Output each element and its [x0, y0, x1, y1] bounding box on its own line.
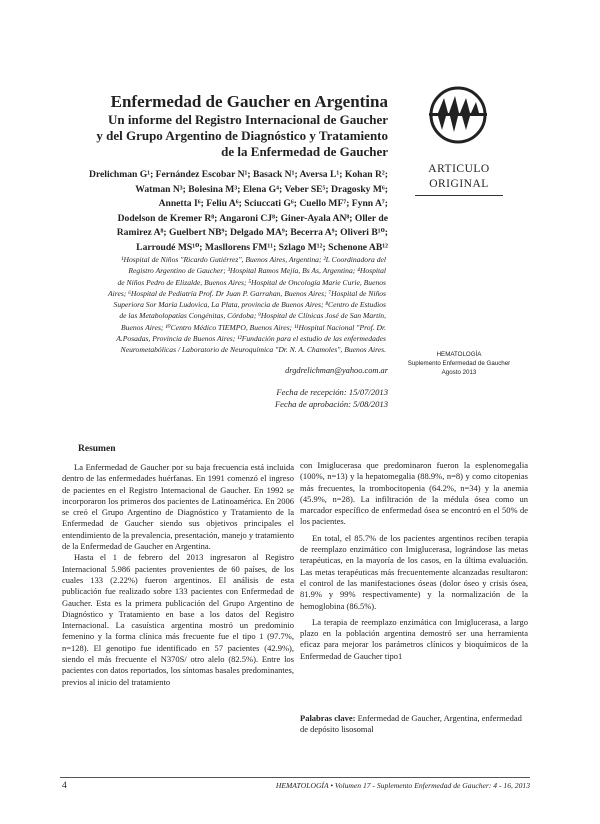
journal-date: Agosto 2013	[441, 369, 477, 377]
keywords-label: Palabras clave:	[300, 713, 356, 723]
abstract-paragraph: En total, el 85.7% de los pacientes argentinos reciben terapia de reemplazo enzimático con Imiglucerasa, lográndose las metas terapéuticas, en la mayoría de los casos, en la última evaluación. Las metas terapéuticas más frecuentemente alcanzadas resultaron: el control de las manifestaciones óseas (dolor óseo y crisis ósea, 81.9% y 99% respectivamente) y la normalización de la hemoglobina (86.5%).	[300, 532, 528, 611]
footer-rule	[60, 777, 530, 778]
journal-supplement: Suplemento Enfermedad de Gaucher	[407, 360, 511, 368]
approved-date: Fecha de aprobación: 5/08/2013	[274, 398, 388, 409]
badge-divider	[415, 195, 503, 196]
affiliation-line: de Niños Pedro de Elizalde, Buenos Aires; ⁵Hospital de Oncología Marie Curie, Buenos	[117, 277, 386, 287]
subtitle-line: Un informe del Registro Internacional de Gaucher	[108, 112, 388, 127]
author-line: Ramirez A⁸; Guelbert NB⁹; Delgado MA⁹; Becerra A⁹; Oliveri B¹⁰;	[116, 227, 388, 239]
author-line: Dodelson de Kremer R⁸; Angaroni CJ⁸; Giner-Ayala AN⁸; Oller de	[117, 212, 388, 224]
abstract-paragraph: La Enfermedad de Gaucher por su baja frecuencia está incluida dentro de las enfermedades huérfanas. En 1991 comenzó el ingreso de pacientes en el Registro Internacional de Gaucher. En 1992 se incorporaron los primeros dos pacientes de Latinoamérica. En 2006 se creó el Grupo Argentino de Diagnóstico y Tratamiento de la Enfermedad de Gaucher siendo sus objetivos principales el entendimiento de la prevalencia, presentación, manejo y tratamiento de la Enfermedad de Gaucher en Argentina.	[62, 462, 295, 552]
abstract-left-column	[62, 462, 294, 688]
article-title: Enfermedad de Gaucher en Argentina	[110, 92, 388, 111]
author-line: Larroudé MS¹⁰; Masllorens FM¹¹; Szlago M¹²; Schenone AB¹²	[136, 241, 388, 253]
author-list	[60, 168, 388, 256]
affiliation-line: Superiora Sor María Ludovica, La Plata, provincia de Buenos Aires; ⁸Centro de Estudios	[113, 300, 386, 310]
abstract-paragraph: La terapia de reemplazo enzimática con Imiglucerasa, a largo plazo en la población argentina demostró ser una herramienta eficaz para mejorar los parámetros clínicos y bioquímicos de la Enfermedad de Gaucher tipo1	[300, 616, 528, 661]
journal-info	[405, 350, 513, 378]
running-footer: HEMATOLOGÍA • Volumen 17 - Suplemento Enfermedad de Gaucher: 4 - 16, 2013	[275, 781, 530, 790]
affiliation-line: de las Metabolopatías Congénitas, Córdoba; ⁹Hospital de Clínicas José de San Martín,	[119, 311, 386, 321]
affiliation-line: Neurometabólicas / Laboratorio de Neuroquímica "Dr. N. A. Chamoles", Buenos Aires.	[120, 345, 386, 355]
page-number: 4	[62, 781, 67, 791]
badge-line: ORIGINAL	[429, 178, 489, 190]
submission-dates	[200, 387, 388, 410]
author-line: Watman N³; Bolesina M³; Elena G⁴; Veber SE⁵; Dragosky M⁶;	[135, 183, 388, 195]
abstract-right-column	[300, 460, 528, 662]
society-logo-icon	[418, 86, 498, 144]
received-date: Fecha de recepción: 15/07/2013	[276, 387, 388, 397]
keywords	[300, 713, 528, 736]
journal-name: HEMATOLOGÍA	[436, 351, 482, 358]
affiliation-line: Aires; ⁶Hospital de Pediatría Prof. Dr Juan P. Garrahan, Buenos Aires; ⁷Hospital de Niños	[108, 288, 386, 298]
affiliation-line: Buenos Aires; ¹⁰Centro Médico TIEMPO, Buenos Aires; ¹¹Hospital Nacional "Prof. Dr.	[121, 322, 386, 332]
abstract-paragraph: con Imiglucerasa que predominaron fueron la esplenomegalia (100%, n=13) y la hepatomegalia (88.9%, n=8) y como citopenias más frecuentes, la trombocitopenia (64.2%, n=34) y la anemia (45.9%, n=28). La infiltración de la médula ósea como un marcador específico de enfermedad ósea se encontró en el 50% de los pacientes.	[300, 460, 528, 527]
affiliations	[62, 254, 386, 356]
affiliation-line: ¹Hospital de Niños "Ricardo Gutiérrez", Buenos Aires, Argentina; ²L Coordinadora del	[121, 255, 386, 264]
abstract-paragraph: Hasta el 1 de febrero del 2013 ingresaron al Registro Internacional 5.986 pacientes provenientes de 60 países, de los cuales 133 (2.22%) fueron argentinos. El análisis de esta publicación fue realizado sobre 133 pacientes con Enfermedad de Gaucher. Esta es la primera publicación del Grupo Argentino de Diagnóstico y Tratamiento en base a los datos del Registro Internacional. La casuística argentina mostró un predominio femenino y la forma clínica más frecuente fue el tipo 1 (97.7%, n=128). El genotipo fue identificado en 57 pacientes (42.9%), siendo el más frecuente el N370S/ otro alelo (82.5%). Entre los pacientes con datos reportados, los síntomas basales predominantes, previos al inicio del tratamiento	[62, 552, 294, 687]
badge-line: ARTICULO	[428, 163, 490, 175]
affiliation-line: A.Posadas, Provincia de Buenos Aires; ¹²Fundación para el estudio de las enfermedades	[116, 334, 386, 344]
contact-email: drgdrelichman@yahoo.com.ar	[285, 366, 388, 375]
author-line: Drelichman G¹; Fernández Escobar N¹; Basack N¹; Aversa L¹; Kohan R²;	[89, 169, 388, 180]
subtitle-line: de la Enfermedad de Gaucher	[221, 144, 388, 159]
article-subtitle	[60, 112, 388, 160]
subtitle-line: y del Grupo Argentino de Diagnóstico y Tratamiento	[96, 128, 388, 143]
abstract-heading: Resumen	[78, 444, 116, 454]
keywords-text: Enfermedad de Gaucher, Argentina, enfermedad de depósito lisosomal	[300, 713, 522, 735]
author-line: Annetta I⁶; Feliu A⁶; Sciuccati G⁶; Cuello MF⁷; Fynn A⁷;	[158, 198, 388, 210]
affiliation-line: Registro Argentino de Gaucher; ³Hospital Ramos Mejía, Bs As, Argentina; ⁴Hospital	[128, 266, 386, 276]
article-type-badge	[415, 162, 503, 192]
